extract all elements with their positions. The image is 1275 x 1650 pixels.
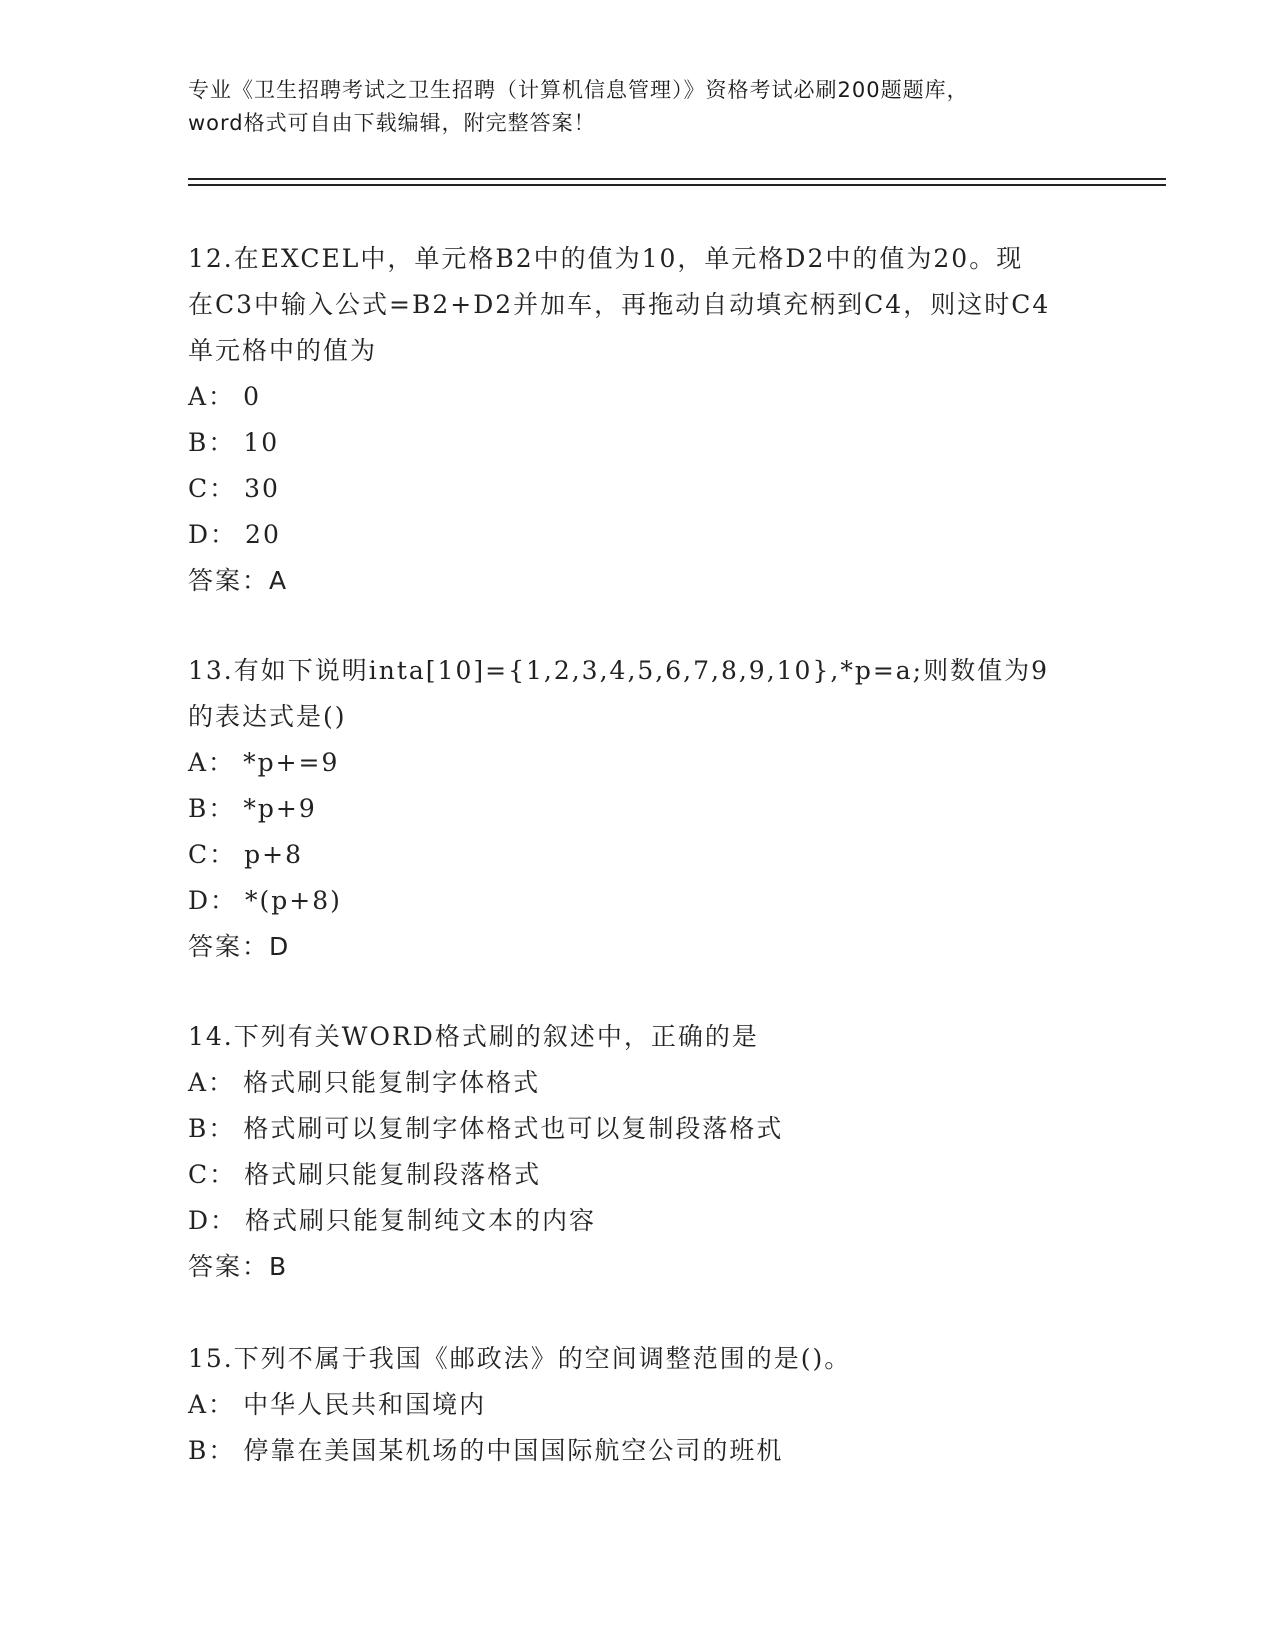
option-letter: B：	[188, 1114, 236, 1143]
question-13-line-2: 的表达式是()	[188, 702, 347, 731]
answer-value: A	[269, 566, 289, 595]
option-letter: B：	[188, 794, 236, 823]
option-text: 格式刷可以复制字体格式也可以复制段落格式	[243, 1114, 784, 1143]
answer-prefix: 答案：	[188, 1252, 270, 1281]
option-text: 30	[244, 474, 280, 503]
option-text: *p+9	[243, 794, 317, 823]
question-12-line-3: 单元格中的值为	[188, 336, 378, 365]
option-letter: D：	[188, 886, 238, 915]
header-line-2: word格式可自由下载编辑，附完整答案！	[188, 111, 596, 135]
option-text: *(p+8)	[245, 886, 342, 915]
option-b	[188, 1106, 1088, 1152]
option-letter: A：	[188, 748, 236, 777]
answer-prefix: 答案：	[188, 932, 270, 961]
option-d	[188, 512, 1088, 558]
document-header	[188, 74, 1088, 140]
option-a	[188, 740, 1088, 786]
option-d	[188, 878, 1088, 924]
option-c	[188, 466, 1088, 512]
option-letter: A：	[188, 1390, 236, 1419]
option-text: p+8	[244, 840, 303, 869]
option-text: 停靠在美国某机场的中国国际航空公司的班机	[243, 1436, 784, 1465]
option-letter: A：	[188, 1068, 236, 1097]
question-12-line-1: 12.在EXCEL中，单元格B2中的值为10，单元格D2中的值为20。现	[188, 244, 1024, 273]
option-text: *p+=9	[243, 748, 340, 777]
option-letter: C：	[188, 474, 237, 503]
answer-line	[188, 558, 1088, 604]
option-letter: A：	[188, 382, 236, 411]
option-b	[188, 786, 1088, 832]
option-text: 10	[243, 428, 280, 457]
question-14-line-1: 14.下列有关WORD格式刷的叙述中，正确的是	[188, 1022, 759, 1051]
option-letter: B：	[188, 1436, 236, 1465]
option-a	[188, 1382, 1088, 1428]
option-a	[188, 374, 1088, 420]
option-text: 格式刷只能复制段落格式	[244, 1160, 542, 1189]
question-15-line-1: 15.下列不属于我国《邮政法》的空间调整范围的是()。	[188, 1344, 852, 1373]
answer-value: B	[269, 1252, 289, 1281]
answer-line	[188, 1244, 1088, 1290]
header-divider-top	[188, 178, 1166, 180]
option-c	[188, 832, 1088, 878]
option-b	[188, 1428, 1088, 1474]
option-letter: D：	[188, 520, 238, 549]
option-b	[188, 420, 1088, 466]
header-line-1: 专业《卫生招聘考试之卫生招聘（计算机信息管理）》资格考试必刷200题题库，	[188, 78, 969, 102]
answer-value: D	[269, 932, 291, 961]
header-divider-bottom	[188, 184, 1166, 186]
option-letter: C：	[188, 1160, 237, 1189]
option-letter: D：	[188, 1206, 238, 1235]
question-13	[188, 648, 1088, 970]
option-text: 格式刷只能复制字体格式	[243, 1068, 541, 1097]
option-a	[188, 1060, 1088, 1106]
option-letter: B：	[188, 428, 236, 457]
question-15	[188, 1336, 1088, 1474]
option-text: 格式刷只能复制纯文本的内容	[245, 1206, 597, 1235]
question-14	[188, 1014, 1088, 1290]
question-12-line-2: 在C3中输入公式=B2+D2并加车，再拖动自动填充柄到C4，则这时C4	[188, 290, 1051, 319]
option-text: 中华人民共和国境内	[243, 1390, 487, 1419]
answer-line	[188, 924, 1088, 970]
answer-prefix: 答案：	[188, 566, 270, 595]
option-letter: C：	[188, 840, 237, 869]
option-text: 20	[245, 520, 281, 549]
option-text: 0	[243, 382, 261, 411]
option-d	[188, 1198, 1088, 1244]
question-13-line-1: 13.有如下说明inta[10]={1,2,3,4,5,6,7,8,9,10},*p=a;则数值为9	[188, 656, 1049, 685]
option-c	[188, 1152, 1088, 1198]
question-12	[188, 236, 1088, 604]
